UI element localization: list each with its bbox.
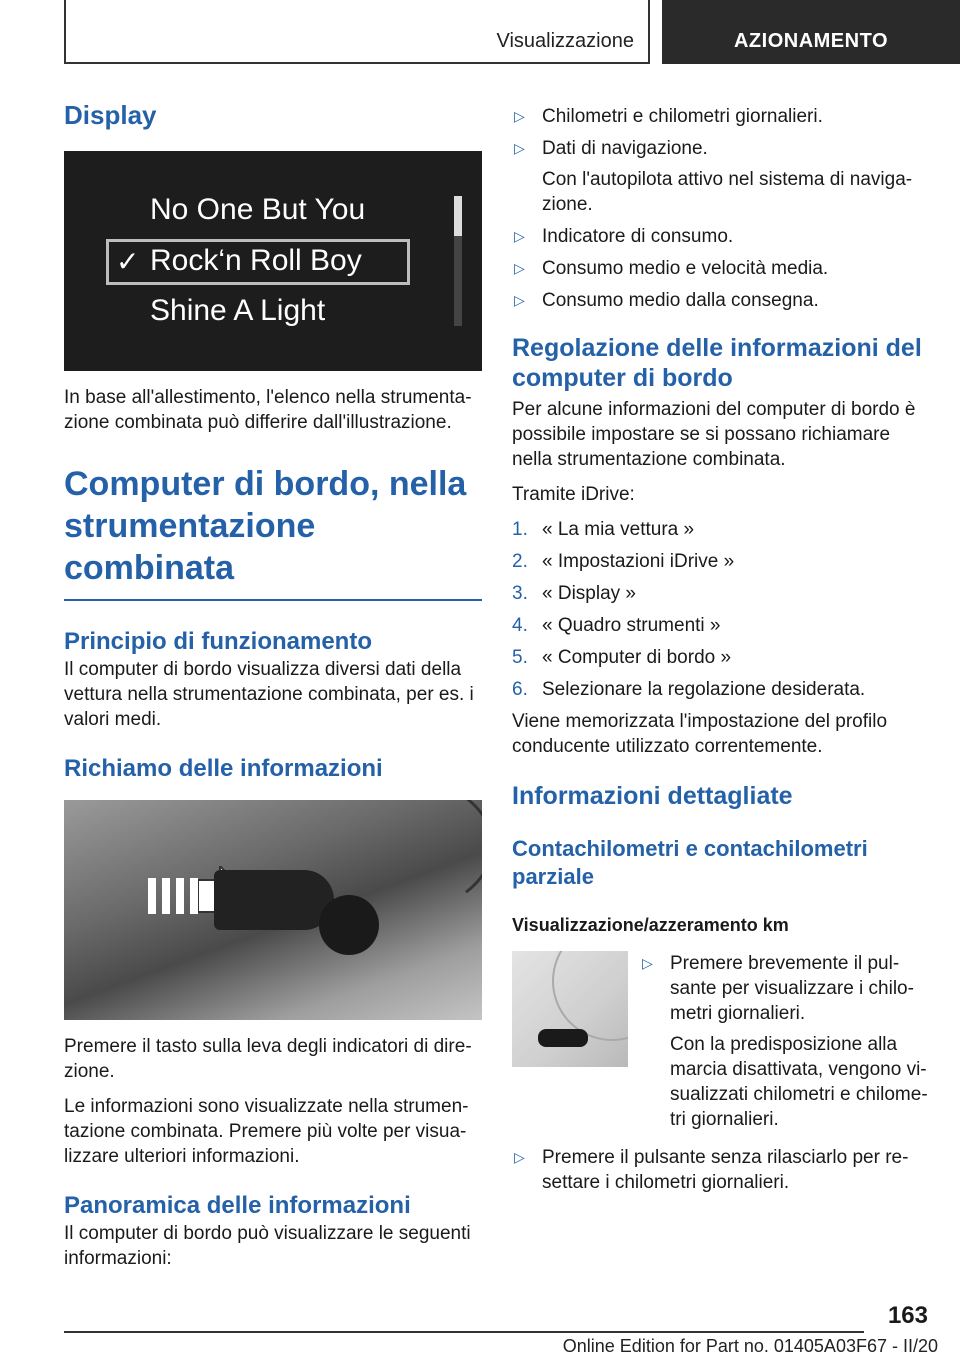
instrument-ring bbox=[552, 951, 628, 1041]
page-number: 163 bbox=[887, 1302, 928, 1329]
saved-text: Viene memorizzata l'impostazione del profilo conducente utilizzato correntemente. bbox=[512, 711, 888, 757]
list-item: ▷ Premere il pulsante senza rilasciarlo per resettare i chilometri giornalieri. bbox=[514, 1147, 909, 1193]
checkmark-icon: ✓ bbox=[116, 246, 140, 277]
list-item: ▷ Indicatore di consumo. bbox=[514, 226, 734, 247]
list-item: 6. Selezionare la regolazione desiderata. bbox=[512, 679, 866, 700]
display-line-3: Shine A Light bbox=[150, 294, 326, 327]
info-list bbox=[512, 104, 932, 313]
display-note: In base all'allestimento, l'elenco nella strumentazione combinata può differire dall'illustrazione. bbox=[64, 387, 472, 433]
bullet-triangle-icon: ▷ bbox=[514, 292, 525, 308]
settings-heading: Regolazione delle informazioni del computer di bordo bbox=[512, 334, 922, 392]
odometer-subheading: Visualizzazione/azzeramento km bbox=[512, 915, 789, 935]
recall-heading: Richiamo delle informazioni bbox=[64, 755, 383, 782]
main-heading-rule bbox=[64, 599, 482, 601]
display-scrollbar-thumb bbox=[454, 196, 462, 236]
odometer-button-illustration bbox=[512, 951, 628, 1067]
bullet-triangle-icon: ▷ bbox=[514, 1149, 525, 1165]
header-section-title: Visualizzazione bbox=[496, 30, 634, 52]
odometer-heading: Contachilometri e contachilometri parziale bbox=[512, 836, 868, 889]
left-column bbox=[64, 100, 482, 1281]
bullet-triangle-icon: ▷ bbox=[642, 955, 653, 971]
list-item: 3. « Display » bbox=[512, 583, 636, 604]
press-indicator-bar bbox=[190, 878, 198, 914]
lever-body bbox=[214, 870, 334, 930]
principle-heading: Principio di funzionamento bbox=[64, 628, 372, 655]
header-frame bbox=[64, 0, 650, 64]
right-column bbox=[512, 100, 932, 1202]
list-item: ▷ Consumo medio e velocità media. bbox=[514, 258, 829, 279]
list-item: 2. « Impostazioni iDrive » bbox=[512, 551, 735, 572]
list-item: 4. « Quadro strumenti » bbox=[512, 615, 721, 636]
press-indicator-bar bbox=[148, 878, 156, 914]
footer-rule bbox=[64, 1331, 864, 1333]
overview-text: Il computer di bordo può visualizzare le seguenti informazioni: bbox=[64, 1223, 471, 1269]
settings-steps bbox=[512, 517, 932, 702]
lever-knob bbox=[319, 895, 379, 955]
list-item-note: Con l'autopilota attivo nel sistema di navigazione. bbox=[542, 169, 913, 215]
principle-text: Il computer di bordo visualizza diversi dati della vettura nella strumentazione combinata, per es. i valori medi. bbox=[64, 659, 474, 730]
list-item: 1. « La mia vettura » bbox=[512, 519, 695, 540]
odometer-button bbox=[538, 1029, 588, 1047]
details-heading: Informazioni dettagliate bbox=[512, 782, 793, 810]
odometer-reset-list bbox=[512, 1145, 932, 1195]
display-line-2: Rock‘n Roll Boy bbox=[150, 244, 362, 277]
bullet-triangle-icon: ▷ bbox=[514, 108, 525, 124]
list-item: ▷ Consumo medio dalla consegna. bbox=[514, 290, 819, 311]
overview-heading: Panoramica delle informazioni bbox=[64, 1192, 411, 1219]
turn-signal-lever-illustration bbox=[64, 800, 482, 1020]
idrive-intro: Tramite iDrive: bbox=[512, 484, 635, 505]
footer-edition: Online Edition for Part no. 01405A03F67 - II/20 bbox=[562, 1336, 938, 1356]
odometer-list bbox=[640, 951, 932, 1132]
recall-text-2: Le informazioni sono visualizzate nella strumentazione combinata. Premere più volte per visualizzare ulteriori informazioni. bbox=[64, 1096, 469, 1167]
display-illustration bbox=[64, 151, 482, 371]
main-heading: Computer di bordo, nella strumentazione combinata bbox=[64, 465, 467, 587]
list-item-note: Con la predisposizione alla marcia disattivata, vengono visualizzati chilometri e chilometri giornalieri. bbox=[670, 1034, 928, 1130]
bullet-triangle-icon: ▷ bbox=[514, 140, 525, 156]
list-item: ▷ Dati di navigazione. Con l'autopilota attivo nel sistema di navigazione. bbox=[512, 136, 932, 217]
display-heading: Display bbox=[64, 100, 157, 130]
recall-text-1: Premere il tasto sulla leva degli indicatori di direzione. bbox=[64, 1036, 472, 1082]
settings-text: Per alcune informazioni del computer di bordo è possibile impostare se si possano richiamare nella strumentazione combinata. bbox=[512, 399, 916, 470]
list-item: 5. « Computer di bordo » bbox=[512, 647, 732, 668]
display-line-1: No One But You bbox=[150, 193, 366, 226]
list-item: ▷ Premere brevemente il pulsante per visualizzare i chilometri giornalieri. Con la predisposizione alla marcia disattivata, vengono visualizzati chilometri e chilometri giornalieri. bbox=[640, 951, 932, 1132]
bullet-triangle-icon: ▷ bbox=[514, 260, 525, 276]
press-indicator-bar bbox=[162, 878, 170, 914]
press-indicator-bar bbox=[176, 878, 184, 914]
bullet-triangle-icon: ▷ bbox=[514, 228, 525, 244]
header-chapter-tab: AZIONAMENTO bbox=[662, 0, 960, 64]
list-item: ▷ Chilometri e chilometri giornalieri. bbox=[514, 106, 823, 127]
